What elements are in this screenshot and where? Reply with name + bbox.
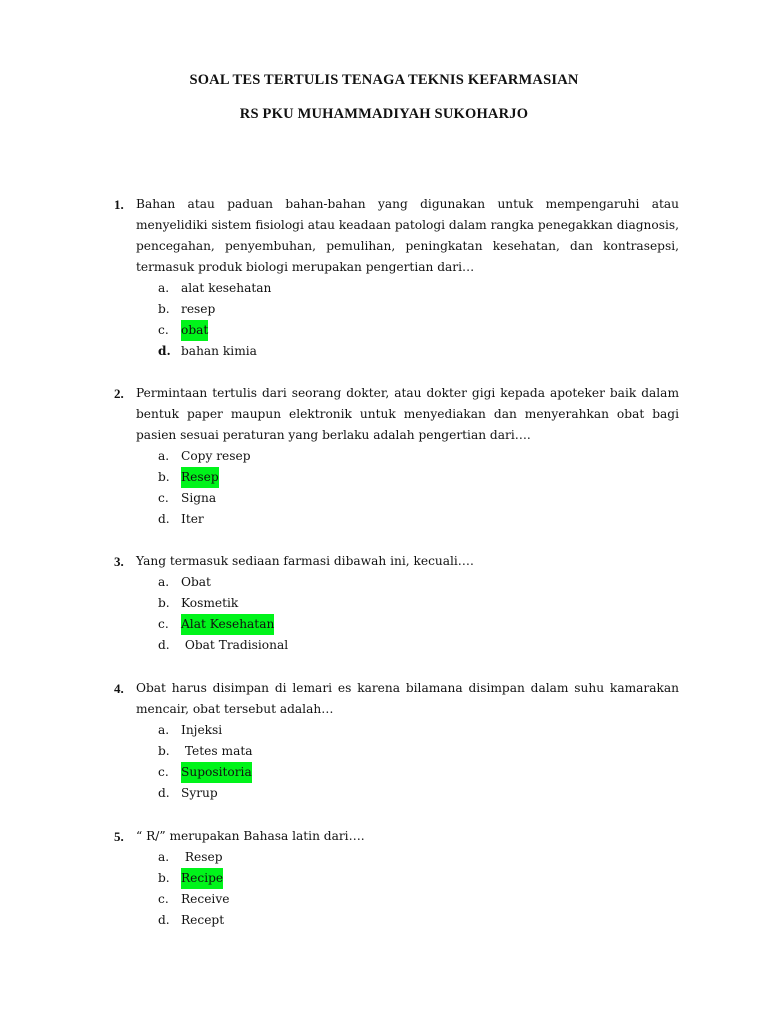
option-text: Receive [181,892,230,906]
option-letter: d. [158,512,170,526]
document-title: SOAL TES TERTULIS TENAGA TEKNIS KEFARMASIAN [189,72,579,88]
correct-answer-highlight: Resep [181,467,219,488]
question-number: 4. [114,681,124,696]
option-letter: d. [158,638,170,652]
question-3 [114,551,679,656]
option-text: Resep [181,850,223,864]
question-number: 5. [114,829,124,844]
option-a [114,278,679,299]
option-letter: a. [158,850,170,864]
option-letter: a. [158,723,170,737]
option-text: Tetes mata [181,744,253,758]
option-text: Signa [181,491,217,505]
option-letter: b. [158,470,170,484]
option-letter: b. [158,596,170,610]
question-text: “ R/” merupakan Bahasa latin dari…. [136,829,365,843]
option-b [114,868,679,889]
option-d [114,509,679,530]
option-text: resep [181,302,216,316]
option-letter: a. [158,281,170,295]
question-text: Yang termasuk sediaan farmasi dibawah ini, kecuali…. [136,554,474,568]
option-letter: c. [158,323,169,337]
option-c [114,614,679,635]
option-a [114,847,679,868]
option-d [114,910,679,931]
question-number: 1. [114,197,124,212]
option-text: Iter [181,512,204,526]
option-text: Syrup [181,786,218,800]
option-list [114,446,679,530]
option-c [114,488,679,509]
option-a [114,446,679,467]
option-a [114,720,679,741]
question-text: Bahan atau paduan bahan-bahan yang digunakan untuk mempengaruhi atau menyelidiki sistem fisiologi atau keadaan patologi dalam rangka penegakkan diagnosis, pencegahan, penyembuhan, pemulihan, peningkatan kesehatan, dan kontrasepsi, termasuk produk biologi merupakan pengertian dari… [136,197,679,274]
option-letter: c. [158,491,169,505]
option-letter: c. [158,765,169,779]
option-text: alat kesehatan [181,281,272,295]
option-text: Kosmetik [181,596,239,610]
question-2 [114,383,679,530]
option-letter: c. [158,892,169,906]
document-subtitle: RS PKU MUHAMMADIYAH SUKOHARJO [239,106,529,122]
option-letter: d. [158,913,170,927]
option-text: Obat Tradisional [181,638,289,652]
correct-answer-highlight: Alat Kesehatan [181,614,274,635]
option-letter: d. [158,344,171,358]
correct-answer-highlight: Supositoria [181,762,252,783]
option-letter: c. [158,617,169,631]
option-b [114,299,679,320]
option-text: Copy resep [181,449,251,463]
correct-answer-highlight: obat [181,320,208,341]
question-number: 3. [114,554,124,569]
correct-answer-highlight: Recipe [181,868,223,889]
question-text: Permintaan tertulis dari seorang dokter, atau dokter gigi kepada apoteker baik dalam bentuk paper maupun elektronik untuk menyediakan dan menyerahkan obat bagi pasien sesuai peraturan yang berlaku adalah pengertian dari…. [136,386,679,442]
option-letter: d. [158,786,170,800]
question-4 [114,678,679,804]
option-text: Obat [181,575,211,589]
option-b [114,593,679,614]
option-letter: b. [158,744,170,758]
option-d [114,341,679,362]
option-d [114,635,679,656]
option-letter: b. [158,871,170,885]
option-list [114,847,679,931]
question-5 [114,826,679,931]
question-number: 2. [114,386,124,401]
option-list [114,572,679,656]
option-b [114,467,679,488]
question-1 [114,194,679,362]
option-a [114,572,679,593]
option-c [114,889,679,910]
option-d [114,783,679,804]
option-c [114,320,679,341]
option-list [114,278,679,362]
option-list [114,720,679,804]
option-c [114,762,679,783]
question-text: Obat harus disimpan di lemari es karena bilamana disimpan dalam suhu kamarakan mencair, obat tersebut adalah… [136,681,679,716]
option-letter: a. [158,449,170,463]
option-letter: b. [158,302,170,316]
option-b [114,741,679,762]
option-letter: a. [158,575,170,589]
option-text: Injeksi [181,723,223,737]
option-text: bahan kimia [181,344,257,358]
option-text: Recept [181,913,225,927]
